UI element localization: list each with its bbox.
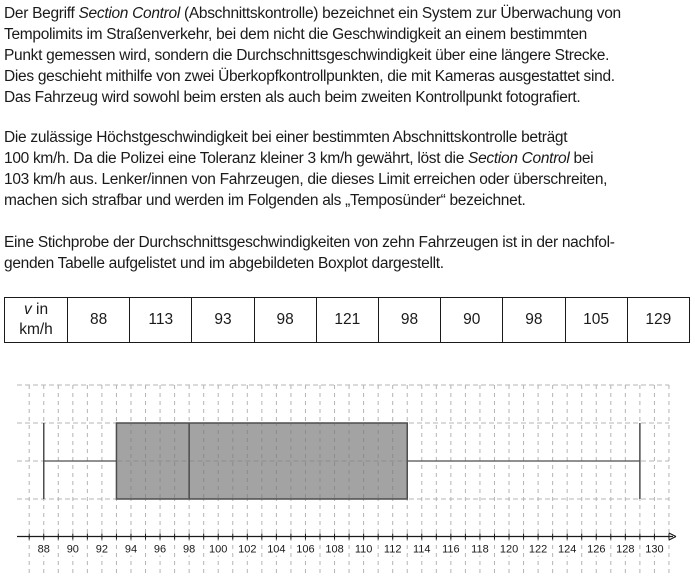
header-in: in xyxy=(31,301,49,318)
text-segment: Das Fahrzeug wird sowohl beim ersten als auch beim zweiten Kontrollpunkt fotografiert. xyxy=(4,89,581,106)
x-tick-label: 92 xyxy=(95,543,109,556)
text-segment: 103 km/h aus. Lenker/innen von Fahrzeugen, die dieses Limit erreichen oder überschreiten, xyxy=(4,171,608,188)
x-tick-label: 124 xyxy=(558,543,577,556)
text-segment: machen sich strafbar und werden im Folgenden als „Temposünder“ bezeichnet. xyxy=(4,192,526,209)
variable-v: v xyxy=(23,301,32,318)
text-line xyxy=(4,253,444,274)
text-segment: bei xyxy=(569,150,594,167)
text-segment: Die zulässige Höchstgeschwindigkeit bei einer bestimmten Abschnittskontrolle beträgt xyxy=(4,129,568,146)
table-cell: 88 xyxy=(68,298,130,343)
text-segment: Eine Stichprobe der Durchschnittsgeschwindigkeiten von zehn Fahrzeugen ist in der nachfol- xyxy=(4,234,615,251)
text-line xyxy=(4,127,567,148)
x-tick-label: 130 xyxy=(645,543,664,556)
header-unit: km/h xyxy=(19,321,53,338)
text-line xyxy=(4,190,525,211)
text-line xyxy=(4,169,607,190)
x-tick-label: 98 xyxy=(183,543,196,556)
text-segment: 100 km/h. Da die Polizei eine Toleranz kleiner 3 km/h gewährt, löst die xyxy=(4,150,469,167)
x-tick-label: 94 xyxy=(124,543,138,556)
x-tick-label: 126 xyxy=(587,543,606,556)
text-line xyxy=(4,24,587,45)
x-tick-label: 104 xyxy=(267,543,286,556)
table-cell: 98 xyxy=(254,298,316,343)
x-tick-label: 114 xyxy=(413,543,431,556)
table-cell: 90 xyxy=(441,298,503,343)
x-tick-label: 110 xyxy=(354,543,373,556)
table-header-cell xyxy=(5,298,68,343)
text-line xyxy=(4,232,615,253)
x-tick-label: 122 xyxy=(528,543,548,556)
italic-term: Section Control xyxy=(468,150,570,167)
x-axis xyxy=(17,533,676,556)
x-tick-label: 96 xyxy=(153,543,167,556)
x-tick-label: 112 xyxy=(383,543,402,556)
x-tick-label: 108 xyxy=(325,543,344,556)
paragraph-2 xyxy=(4,127,607,211)
x-tick-label: 106 xyxy=(296,543,315,556)
paragraph-3 xyxy=(4,232,615,274)
text-segment: (Abschnittskontrolle) bezeichnet ein System zur Überwachung von xyxy=(180,5,621,22)
table-row xyxy=(5,298,690,343)
text-segment: Dies geschieht mithilfe von zwei Überkopfkontrollpunkten, die mit Kameras ausgestattet sind. xyxy=(4,68,615,85)
paragraph-1 xyxy=(4,3,621,108)
text-segment: genden Tabelle aufgelistet und im abgebildeten Boxplot dargestellt. xyxy=(4,255,444,272)
boxplot-chart xyxy=(0,370,695,584)
table-cell: 113 xyxy=(130,298,192,343)
text-line xyxy=(4,3,621,24)
speed-table xyxy=(4,297,690,343)
x-tick-label: 118 xyxy=(471,543,489,556)
table-cell: 129 xyxy=(627,298,689,343)
text-line xyxy=(4,45,609,66)
text-line xyxy=(4,87,580,108)
text-segment: Tempolimits im Straßenverkehr, bei dem nicht die Geschwindigkeit an einem bestimmten xyxy=(4,26,588,43)
text-segment: Der Begriff xyxy=(4,5,79,22)
x-tick-label: 100 xyxy=(209,543,228,556)
table-cell: 98 xyxy=(503,298,565,343)
italic-term: Section Control xyxy=(78,5,180,22)
x-tick-label: 90 xyxy=(66,543,79,556)
table-cell: 121 xyxy=(316,298,378,343)
x-tick-label: 128 xyxy=(616,543,635,556)
table-cell: 98 xyxy=(378,298,440,343)
text-segment: Punkt gemessen wird, sondern die Durchschnittsgeschwindigkeit über eine längere Strecke. xyxy=(4,47,610,64)
table-cell: 93 xyxy=(192,298,254,343)
x-tick-label: 120 xyxy=(499,543,519,556)
text-line xyxy=(4,66,615,87)
x-tick-label: 116 xyxy=(442,543,460,556)
x-tick-label: 88 xyxy=(37,543,50,556)
text-line xyxy=(4,148,593,169)
table-cell: 105 xyxy=(565,298,627,343)
x-tick-label: 102 xyxy=(238,543,257,556)
